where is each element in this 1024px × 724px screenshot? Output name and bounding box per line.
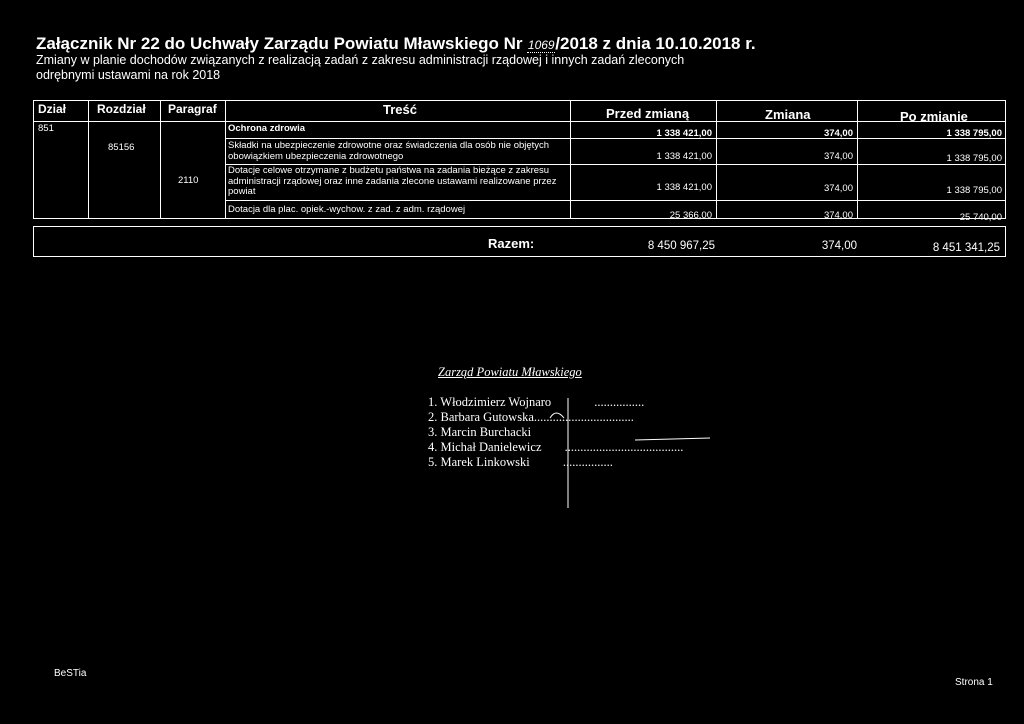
cell-zmiana: 374,00 [823,183,853,194]
cell-po: 1 338 795,00 [946,128,1002,139]
signature-line: ...................................... [564,440,684,454]
document-title [36,34,756,54]
total-zmiana: 374,00 [821,240,857,252]
cell-przed: 1 338 421,00 [656,182,712,193]
page-number: Strona 1 [955,677,993,688]
cell-po: 1 338 795,00 [946,153,1002,164]
member-name: 4. Michał Danielewicz [428,440,542,454]
member-name: 3. Marcin Burchacki [428,425,532,439]
col-header-dzial: Dział [38,102,67,116]
cell-tresc: Dotacje celowe otrzymane z budżetu państwa na zadania bieżące z zakresu administracji rządowej oraz inne zadania zlecone ustawami realizowane przez powiat [228,165,557,197]
col-header-tresc: Treść [383,102,417,117]
signature-line: ................ [562,455,613,469]
total-przed: 8 450 967,25 [647,240,715,252]
cell-przed: 1 338 421,00 [656,128,712,139]
cell-dzial: 851 [38,123,54,134]
handwritten-signature-icon [540,390,720,510]
col-header-zmiana: Zmiana [765,107,811,122]
cell-przed: 1 338 421,00 [656,151,712,162]
title-suffix: /2018 z dnia 10.10.2018 r. [555,34,756,53]
member-name: 1. Włodzimierz Wojnaro [428,395,552,409]
cell-po: 25 740,00 [959,212,1002,223]
cell-zmiana: 374,00 [823,151,853,162]
board-title: Zarząd Powiatu Mławskiego [438,365,582,379]
cell-tresc: Ochrona zdrowia [228,123,306,134]
cell-zmiana: 374,00 [823,128,853,139]
member-name: 5. Marek Linkowski [428,455,530,469]
document-subtitle: Zmiany w planie dochodów związanych z realizacją zadań z zakresu administracji rządowej i innych zadań zleconych odrębnymi ustawami na rok 2018 [36,53,685,82]
cell-przed: 25 366,00 [669,210,712,221]
col-header-rozdzial: Rozdział [97,102,146,116]
signature-line: ................................ [533,410,634,424]
footer-left: BeSTia [54,668,87,679]
resolution-number: 1069 [527,38,555,52]
board-member [428,425,531,440]
cell-paragraf: 2110 [178,175,199,186]
signature-line: ................ [594,395,645,409]
col-header-przed: Przed zmianą [606,106,690,121]
cell-zmiana: 374,00 [823,210,853,221]
title-prefix: Załącznik Nr 22 do Uchwały Zarządu Powiatu Mławskiego Nr [36,34,523,53]
member-name: 2. Barbara Gutowska [428,410,534,424]
cell-tresc: Składki na ubezpieczenie zdrowotne oraz świadczenia dla osób nie objętych obowiązkiem ubezpieczenia zdrowotnego [228,140,550,162]
col-header-paragraf: Paragraf [168,102,217,116]
cell-po: 1 338 795,00 [946,185,1002,196]
total-label: Razem: [488,236,535,251]
cell-tresc: Dotacja dla plac. opiek.-wychow. z zad. z adm. rządowej [228,204,466,215]
cell-rozdzial: 85156 [108,142,135,153]
total-po: 8 451 341,25 [932,242,1000,254]
col-header-po: Po zmianie [900,109,968,124]
